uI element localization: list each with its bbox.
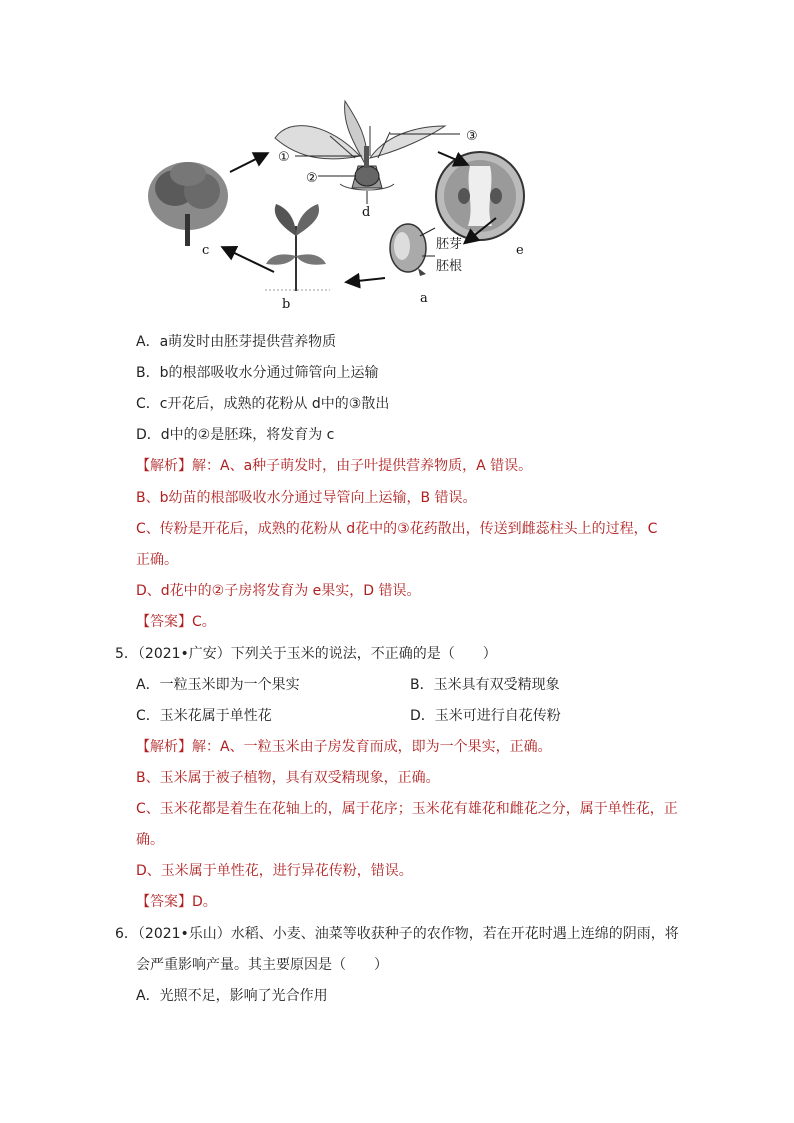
q6-stem-2: 会严重影响产量。其主要原因是（ ） [136,957,388,973]
q4-analysis-1: 【解析】解：A、a种子萌发时，由子叶提供营养物质，A 错误。 [136,458,533,474]
q4-analysis-3: C、传粉是开花后，成熟的花粉从 d花中的③花药散出，传送到雌蕊柱头上的过程，C [136,521,658,537]
q5-analysis-2: B、玉米属于被子植物，具有双受精现象，正确。 [136,770,440,786]
arrow-c-to-d [230,154,266,172]
q5-option-c: C．玉米花属于单性花 [136,708,272,724]
label-circle-1: ① [278,150,290,165]
fruit-e-illustration [436,152,524,240]
q5-answer: 【答案】D。 [136,894,217,910]
q4-option-b: B．b的根部吸收水分通过筛管向上运输 [136,365,379,381]
q5-option-a: A．一粒玉米即为一个果实 [136,677,300,693]
q5-analysis-3: C、玉米花都是着生在花轴上的，属于花序；玉米花有雄花和雌花之分，属于单性花，正 [136,801,678,817]
arrow-a-to-b [348,278,385,282]
life-cycle-diagram [130,96,530,318]
q4-option-c: C．c开花后，成熟的花粉从 d中的③散出 [136,396,390,412]
q4-analysis-4: 正确。 [136,552,178,568]
q4-analysis-2: B、b幼苗的根部吸收水分通过导管向上运输，B 错误。 [136,490,477,506]
seedling-b-illustration [265,204,330,291]
flower-d-illustration [275,101,460,204]
tree-c-illustration [148,162,228,246]
label-peigen: 胚根 [436,259,463,274]
label-e: e [516,243,524,258]
q6-stem-1: 6．（2021•乐山）水稻、小麦、油菜等收获种子的农作物，若在开花时遇上连绵的阴雨，将 [115,926,679,942]
q4-option-a: A．a萌发时由胚芽提供营养物质 [136,334,337,350]
label-d: d [362,205,371,220]
q5-analysis-1: 【解析】解：A、一粒玉米由子房发育而成，即为一个果实，正确。 [136,739,552,755]
q5-analysis-5: D、玉米属于单性花，进行异花传粉，错误。 [136,863,413,879]
q4-option-d: D．d中的②是胚珠，将发育为 c [136,427,335,443]
q5-stem: 5．（2021•广安）下列关于玉米的说法，不正确的是（ ） [115,646,497,662]
label-circle-2: ② [306,171,318,186]
q6-option-a: A．光照不足，影响了光合作用 [136,988,328,1004]
seed-a-illustration [390,224,435,276]
label-peiya: 胚芽 [436,237,463,252]
q4-answer: 【答案】C。 [136,614,216,630]
life-cycle-figure [130,96,530,318]
arrow-b-to-c [224,248,274,272]
label-c: c [202,243,210,258]
q5-option-b: B．玉米具有双受精现象 [410,677,560,693]
label-a: a [420,291,428,306]
q5-option-d: D．玉米可进行自花传粉 [410,708,561,724]
label-b: b [282,297,291,312]
label-circle-3: ③ [466,129,478,144]
q5-analysis-4: 确。 [136,832,164,848]
q4-analysis-5: D、d花中的②子房将发育为 e果实，D 错误。 [136,583,421,599]
